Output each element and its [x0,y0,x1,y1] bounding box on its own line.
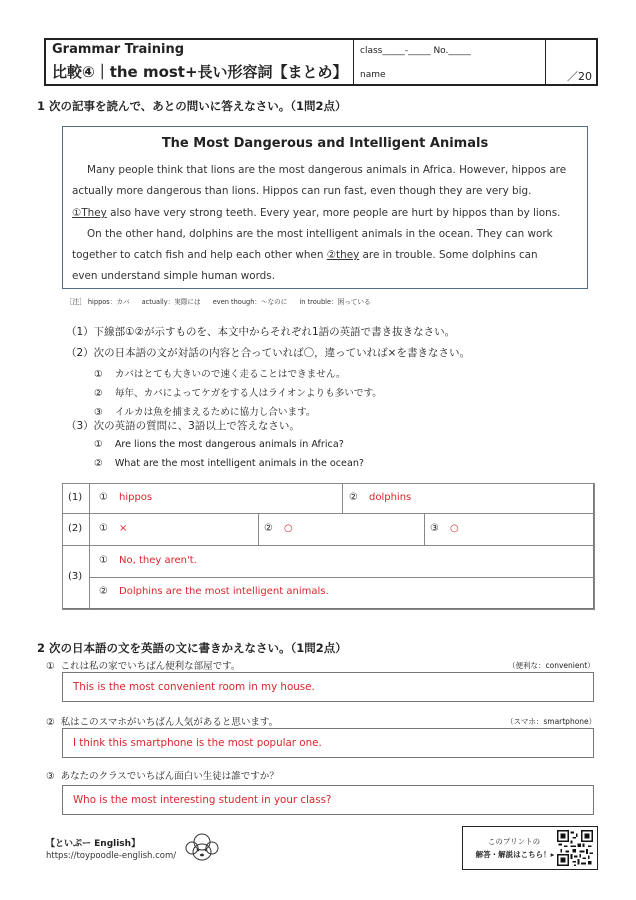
answer-number: ① [99,523,108,534]
question-3-item [94,458,364,469]
item-text: これは私の家でいちばん便利な部屋です。 [60,661,241,672]
question-2-item [94,404,316,418]
article-line: On the other hand, dolphins are the most intelligent animals in the ocean. They can work [87,228,553,240]
title-cell [46,40,354,84]
section-1-title: 1 次の記事を読んで、あとの問いに答えなさい。（1問2点） [37,99,347,113]
item-number: ① [46,661,55,672]
underline-1: ①They [72,207,107,219]
answer-text: This is the most convenient room in my house. [73,681,315,693]
answer-text: dolphins [369,492,412,503]
score-field[interactable]: ／20 [567,70,592,83]
article-box [62,126,588,289]
article-line: actually more dangerous than lions. Hippos can run fast, even though they are very big. [72,185,532,197]
answer-number: ③ [430,523,439,534]
question-2-item [94,366,346,380]
article-title: The Most Dangerous and Intelligent Animals [161,136,489,151]
item-text: 毎年、カバによってケガをする人はライオンよりも多いです。 [114,388,382,399]
article-line: even understand simple human words. [72,270,275,282]
vocab-notes [66,296,381,306]
item-number: ① [94,369,103,380]
answer-number: ② [349,492,358,503]
article-line [72,207,560,219]
question-1: （1）下線部①②が示すものを、本文中からそれぞれ1語の英語で書き抜きなさい。 [66,326,456,338]
answer-cell[interactable] [89,513,259,546]
item-text: What are the most intelligent animals in the ocean? [114,458,364,469]
item-number: ① [94,439,103,450]
answer-text: Dolphins are the most intelligent animals. [119,586,329,597]
article-text: together to catch fish and help each other when [72,249,327,261]
qr-caption: このプリントの [487,837,541,846]
answer-number: ② [99,586,108,597]
site-url[interactable]: https://toypoodle-english.com/ [46,851,177,861]
article-text: are in trouble. Some dolphins can [359,249,538,261]
note-item: actually：実際には [141,298,201,306]
answer-box[interactable] [62,785,594,815]
class-name-cell [354,40,546,84]
article-line [72,249,538,261]
note-item: ［注］ hippos：カバ [66,298,130,306]
section-2-title: 2 次の日本語の文を英語の文に書きかえなさい。（1問2点） [37,641,347,655]
item-number: ③ [46,771,55,782]
translation-prompt [46,768,279,782]
answer-table [62,483,594,609]
header-box [44,38,598,86]
answer-link-box[interactable] [462,826,598,870]
answer-text: No, they aren't. [119,555,197,566]
worksheet-title: 比較④｜the most+長い形容詞【まとめ】 [52,63,348,81]
qr-code-icon[interactable] [557,830,593,866]
answer-text: ○ [450,523,459,534]
note-item: in trouble：困っている [299,298,371,306]
question-2-item [94,385,382,399]
answer-box[interactable] [62,728,594,758]
article-text: also have very strong teeth. Every year, more people are hurt by hippos than by lions. [106,207,561,219]
translation-prompt [46,658,240,672]
underline-2: ②they [326,249,360,261]
vocab-hint: （スマホ：smartphone） [506,717,597,726]
item-text: カバはとても大きいので速く走ることはできません。 [114,369,346,380]
answer-number: ① [99,555,108,566]
question-3-item [94,439,344,450]
note-item: even though：～なのに [212,298,288,306]
row-label: (1) [68,492,83,503]
question-3: （3）次の英語の質問に、3語以上で答えなさい。 [66,420,300,432]
article-line: Many people think that lions are the most dangerous animals in Africa. However, hippos are [87,164,567,176]
item-text: Are lions the most dangerous animals in Africa? [114,439,344,450]
item-number: ② [94,388,103,399]
answer-text: ○ [284,523,293,534]
item-text: 私はこのスマホがいちばん人気があると思います。 [60,717,279,728]
question-2: （2）次の日本語の文が対話の内容と合っていれば〇，違っていれば×を書きなさい。 [66,347,470,359]
item-number: ② [46,717,55,728]
answer-box[interactable] [62,672,594,702]
vocab-hint: （便利な：convenient） [508,661,595,670]
row-label: (2) [68,523,83,534]
item-number: ② [94,458,103,469]
answer-number: ① [99,492,108,503]
translation-prompt [46,714,278,728]
answer-number: ② [264,523,273,534]
item-number: ③ [94,407,103,418]
worksheet-subtitle: Grammar Training [52,42,185,57]
answer-text: × [119,523,128,534]
brand-name: 【といぷー English】 [46,839,141,849]
qr-caption-link: 解答・解説はこちら！▸ [475,850,555,859]
poodle-mascot-icon [180,830,224,866]
row-label: (3) [68,571,83,582]
item-text: イルカは魚を捕まえるために協力し合います。 [114,407,316,418]
class-number-field[interactable]: class_____-_____ No._____ [360,46,471,56]
name-field[interactable]: name [360,70,386,80]
item-text: あなたのクラスでいちばん面白い生徒は誰ですか？ [60,771,279,782]
answer-text: Who is the most interesting student in your class? [73,794,332,806]
answer-text: I think this smartphone is the most popular one. [73,737,322,749]
answer-text: hippos [119,492,153,503]
